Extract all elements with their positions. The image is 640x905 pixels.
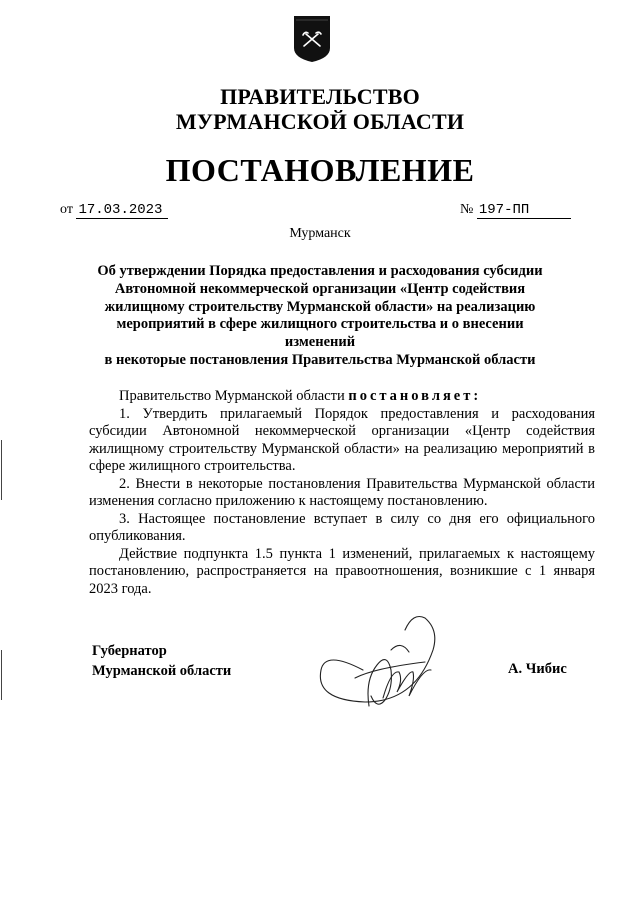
item-4: Действие подпункта 1.5 пункта 1 изменений, прилагаемых к настоящему постановлению, распространяется на правоотношения, возникшие с 1 января 2023 года. (89, 545, 595, 597)
subject-line: мероприятий в сфере жилищного строительства и о внесении изменений (116, 316, 524, 351)
scan-margin-mark (1, 440, 2, 500)
number-prefix: № (460, 202, 474, 217)
subject-line: жилищному строительству Мурманской области» на реализацию (104, 298, 536, 315)
signatory-title-line: Мурманской области (92, 663, 232, 679)
date-field (60, 202, 168, 219)
org-line-2: МУРМАНСКОЙ ОБЛАСТИ (175, 109, 465, 134)
subject-line: в некоторые постановления Правительства Мурманской области (104, 351, 536, 368)
date-prefix: от (60, 202, 73, 217)
document-subject (88, 263, 552, 370)
item-1: 1. Утвердить прилагаемый Порядок предоставления и расходования субсидии Автономной некоммерческой организации «Центр содействия жилищному строительству Мурманской области» на реализацию мероприятий в сфере жилищного строительства. (89, 405, 595, 474)
document-type: ПОСТАНОВЛЕНИЕ (165, 152, 475, 188)
city: Мурманск (289, 226, 351, 241)
scan-margin-mark (1, 650, 2, 700)
signatory-name: А. Чибис (508, 661, 567, 677)
number-field (460, 202, 571, 219)
subject-line: Автономной некоммерческой организации «Центр содействия (114, 280, 526, 297)
intro-paragraph (89, 388, 595, 406)
organization-name (0, 84, 640, 134)
org-line-1: ПРАВИТЕЛЬСТВО (220, 84, 420, 109)
signatory-title-line: Губернатор (92, 643, 167, 659)
number-value: 197-ПП (477, 202, 571, 219)
signatory-title (92, 641, 231, 681)
item-2: 2. Внести в некоторые постановления Правительства Мурманской области изменения согласно приложению к настоящему постановлению. (89, 475, 595, 509)
item-3: 3. Настоящее постановление вступает в силу со дня его официального опубликования. (89, 510, 595, 544)
document-body (89, 388, 595, 598)
subject-line: Об утверждении Порядка предоставления и расходования субсидии (97, 263, 543, 279)
intro-text: Правительство Мурманской области (119, 388, 349, 404)
intro-decision: постановляет: (348, 388, 482, 404)
coat-of-arms-icon (292, 14, 332, 64)
date-value: 17.03.2023 (76, 202, 168, 219)
signature-icon (305, 610, 455, 720)
